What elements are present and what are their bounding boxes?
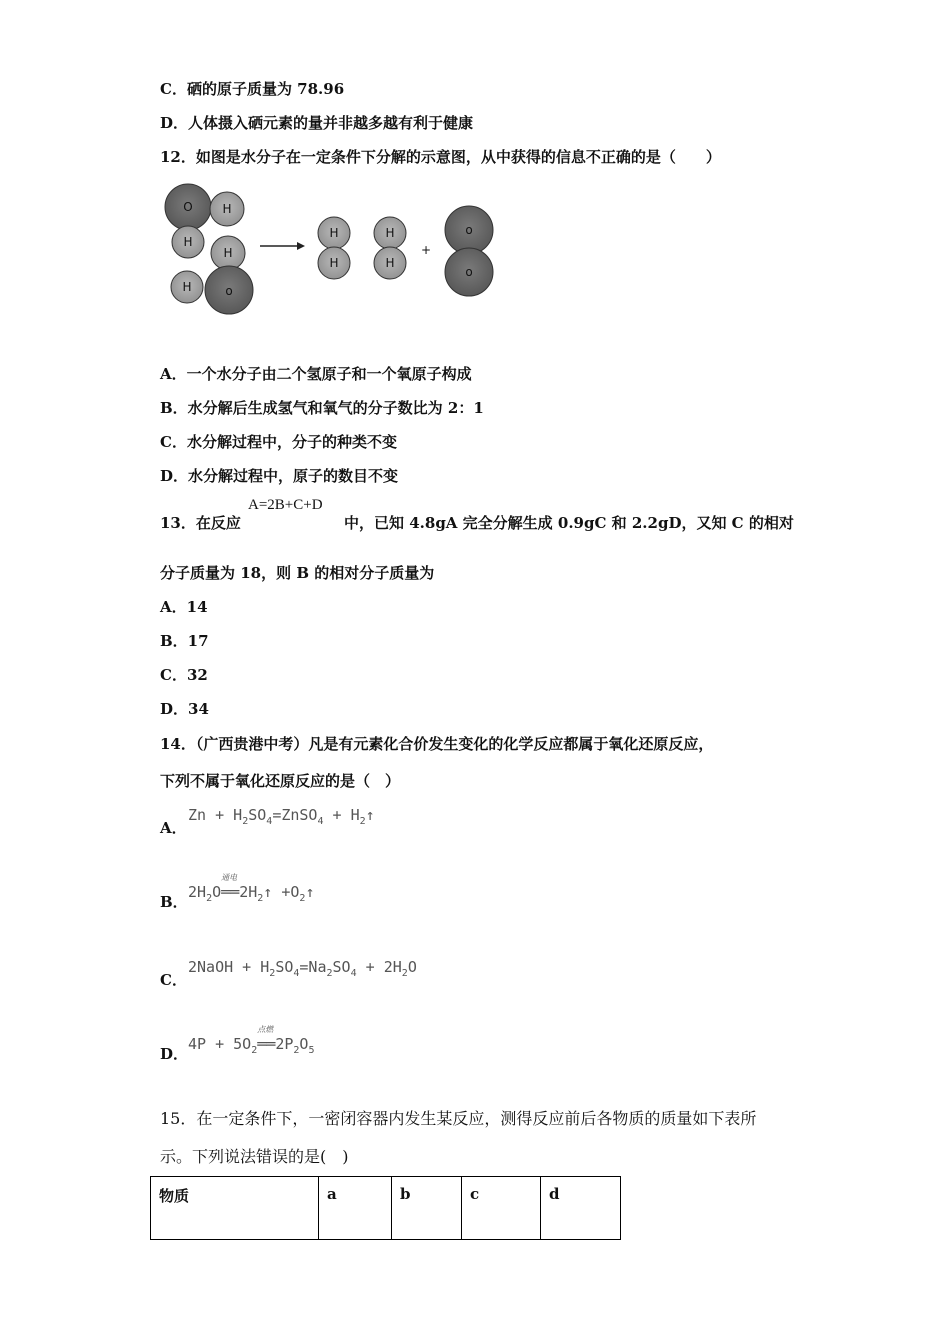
svg-text:H: H: [329, 226, 339, 240]
q12-option-c: C．水分解过程中，分子的种类不变: [160, 433, 397, 451]
table-header-cell: b: [392, 1177, 462, 1240]
table-header-cell: c: [462, 1177, 541, 1240]
q13-stem-line2: 分子质量为 18，则 B 的相对分子质量为: [160, 564, 435, 582]
q14-stem-line2: 下列不属于氧化还原反应的是（ ）: [160, 772, 401, 790]
plus-sign: +: [420, 243, 432, 257]
q12-option-d: D．水分解过程中，原子的数目不变: [160, 467, 399, 485]
q14-option-a-formula: $Zn + H_2SO_4=ZnSO_4$ + $H_2↑$: [188, 806, 375, 827]
q14-option-b-formula: $2H_2O$ 通电 $══2H_2↑$ $+O_2↑$: [188, 873, 315, 904]
table-header-cell: d: [541, 1177, 621, 1240]
svg-text:H: H: [329, 256, 339, 270]
q14-option-c-formula: 2NaOH + $H_2SO_4=Na_2SO_4 + 2H_2O$: [188, 958, 417, 979]
svg-text:o: o: [225, 284, 233, 298]
q14-option-c-letter: C．: [160, 971, 187, 989]
oxygen-molecule: [445, 206, 493, 296]
svg-text:H: H: [183, 235, 193, 249]
q13-option-d: D．34: [160, 700, 209, 718]
svg-text:H: H: [182, 280, 192, 294]
hydrogen-molecule-1: [318, 217, 350, 279]
q13-option-b: B．17: [160, 632, 209, 650]
q12-stem: 12．如图是水分子在一定条件下分解的示意图，从中获得的信息不正确的是（ ）: [160, 148, 721, 166]
svg-text:H: H: [223, 246, 233, 260]
hydrogen-molecule-2: [374, 217, 406, 279]
svg-text:o: o: [465, 265, 473, 279]
water-molecule-1: [165, 184, 244, 230]
q13-stem-prefix: 13．在反应: [160, 514, 241, 532]
table-header-cell: 物质: [151, 1177, 319, 1240]
q13-option-c: C．32: [160, 666, 208, 684]
q12-option-b: B．水分解后生成氢气和氧气的分子数比为 2：1: [160, 399, 484, 417]
table-row: [151, 1177, 621, 1240]
reaction-arrow: [260, 242, 305, 250]
q14-option-d-letter: D．: [160, 1045, 189, 1063]
q14-stem-line1: 14．（广西贵港中考）凡是有元素化合价发生变化的化学反应都属于氧化还原反应，: [160, 735, 714, 753]
svg-text:O: O: [183, 200, 193, 214]
q15-stem-line1: 15．在一定条件下，一密闭容器内发生某反应，测得反应前后各物质的质量如下表所: [160, 1109, 757, 1128]
svg-text:H: H: [385, 226, 395, 240]
svg-text:H: H: [385, 256, 395, 270]
q12-option-a: A．一个水分子由二个氢原子和一个氧原子构成: [160, 365, 472, 383]
q14-option-a-letter: A．: [160, 819, 187, 837]
q13-stem-suffix: 中，已知 4.8gA 完全分解生成 0.9gC 和 2.2gD，又知 C 的相对: [344, 514, 794, 532]
q14-option-d-formula: $4P + 5O_2$ 点燃 $══2P_2O_5$: [188, 1025, 315, 1056]
q11-option-c: C．硒的原子质量为 78.96: [160, 80, 345, 98]
q15-stem-line2: 示。下列说法错误的是( ): [160, 1147, 349, 1166]
svg-text:o: o: [465, 223, 473, 237]
q13-option-a: A．14: [160, 598, 208, 616]
q11-option-d: D．人体摄入硒元素的量并非越多越有利于健康: [160, 114, 474, 132]
q15-table: [150, 1176, 621, 1240]
table-header-cell: a: [319, 1177, 392, 1240]
svg-text:H: H: [222, 202, 232, 216]
q13-equation: A=2B+C+D: [248, 497, 323, 513]
water-decomposition-diagram: [155, 180, 515, 320]
q14-option-b-letter: B．: [160, 893, 188, 911]
